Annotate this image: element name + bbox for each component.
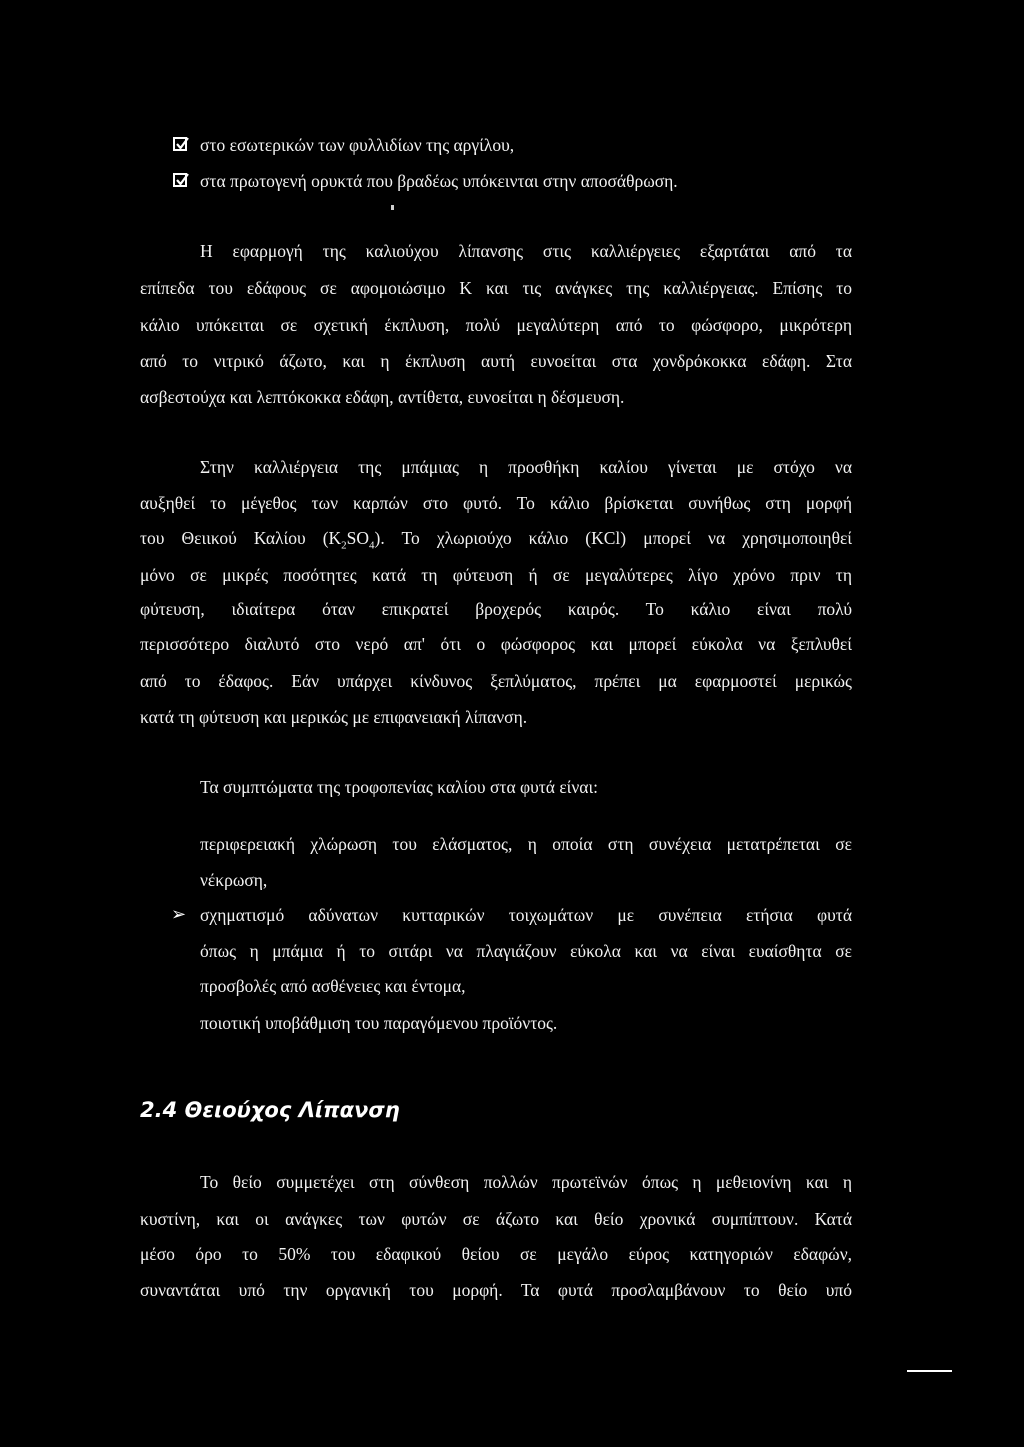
- paragraph-line: από το νιτρικό άζωτο, και η έκπλυση αυτή ευνοείται στα χονδρόκοκκα εδάφη. Στα: [140, 351, 852, 371]
- paragraph-line: κατά τη φύτευση και μερικώς με επιφανειακή λίπανση.: [140, 707, 528, 727]
- symptom-item-cont: όπως η μπάμια ή το σιτάρι να πλαγιάζουν εύκολα και να είναι ευαίσθητα σε: [200, 941, 852, 961]
- text-segment: SO: [346, 528, 370, 548]
- paragraph-line: Το θείο συμμετέχει στη σύνθεση πολλών πρωτεϊνών όπως η μεθειονίνη και η: [200, 1172, 852, 1192]
- symptom-item-cont: προσβολές από ασθένειες και έντομα,: [200, 976, 466, 996]
- symptom-item: ποιοτική υποβάθμιση του παραγόμενου προϊόντος.: [200, 1013, 558, 1033]
- paragraph-line: κυστίνη, και οι ανάγκες των φυτών σε άζωτο και θείο χρονικά συμπίπτουν. Κατά: [140, 1209, 852, 1229]
- symptoms-intro: Τα συμπτώματα της τροφοπενίας καλίου στα φυτά είναι:: [200, 777, 599, 797]
- paragraph-line: Στην καλλιέργεια της μπάμιας η προσθήκη καλίου γίνεται με στόχο να: [200, 457, 852, 477]
- subscript: 4: [369, 539, 375, 552]
- text-segment: του Θειικού Καλίου (K: [140, 528, 342, 548]
- subscript: 2: [341, 539, 347, 552]
- paragraph-line: ασβεστούχα και λεπτόκοκκα εδάφη, αντίθετα, ευνοείται η δέσμευση.: [140, 387, 625, 407]
- paragraph-line: φύτευση, ιδιαίτερα όταν επικρατεί βροχερός καιρός. Το κάλιο είναι πολύ: [140, 599, 852, 619]
- symptom-item-cont: νέκρωση,: [200, 870, 268, 890]
- paragraph-line: επίπεδα του εδάφους σε αφομοιώσιμο Κ και τις ανάγκες της καλλιέργειας. Επίσης το: [140, 278, 852, 298]
- paragraph-line: από το έδαφος. Εάν υπάρχει κίνδυνος ξεπλύματος, πρέπει μα εφαρμοστεί μερικώς: [140, 671, 852, 691]
- symptom-item: περιφερειακή χλώρωση του ελάσματος, η οποία στη συνέχεια μετατρέπεται σε: [200, 834, 852, 854]
- paragraph-line: περισσότερο διαλυτό στο νερό απ' ότι ο φώσφορος και μπορεί εύκολα να ξεπλυθεί: [140, 634, 852, 654]
- paragraph-line: αυξηθεί το μέγεθος των καρπών στο φυτό. Το κάλιο βρίσκεται συνήθως στη μορφή: [140, 493, 852, 513]
- arrow-bullet-icon: ➢: [171, 904, 187, 924]
- paragraph-line: Η εφαρμογή της καλιούχου λίπανσης στις καλλιέργειες εξαρτάται από τα: [200, 241, 852, 261]
- symptom-item: σχηματισμό αδύνατων κυτταρικών τοιχωμάτων με συνέπεια ετήσια φυτά: [200, 905, 852, 925]
- checkbox-icon: [173, 137, 187, 151]
- text-segment: ). Το χλωριούχο κάλιο (KCl) μπορεί να χρησιμοποιηθεί: [374, 528, 853, 548]
- checkbox-icon: [173, 173, 187, 187]
- checklist-item: στο εσωτερικών των φυλλιδίων της αργίλου,: [200, 135, 515, 155]
- checklist-item: στα πρωτογενή ορυκτά που βραδέως υπόκεινται στην αποσάθρωση.: [200, 171, 678, 191]
- scan-artifact: [391, 205, 394, 210]
- footer-rule: [907, 1370, 952, 1372]
- paragraph-line: συναντάται υπό την οργανική του μορφή. Τα φυτά προσλαμβάνουν το θείο υπό: [140, 1280, 852, 1300]
- paragraph-line-formula: [140, 527, 853, 552]
- paragraph-line: μόνο σε μικρές ποσότητες κατά τη φύτευση ή σε μεγαλύτερες λίγο χρόνο πριν τη: [140, 565, 852, 585]
- section-heading: 2.4 Θειούχος Λίπανση: [140, 1098, 400, 1122]
- paragraph-line: μέσο όρο το 50% του εδαφικού θείου σε μεγάλο εύρος κατηγοριών εδαφών,: [140, 1244, 852, 1264]
- paragraph-line: κάλιο υπόκειται σε σχετική έκπλυση, πολύ μεγαλύτερη από το φώσφορο, μικρότερη: [140, 315, 852, 335]
